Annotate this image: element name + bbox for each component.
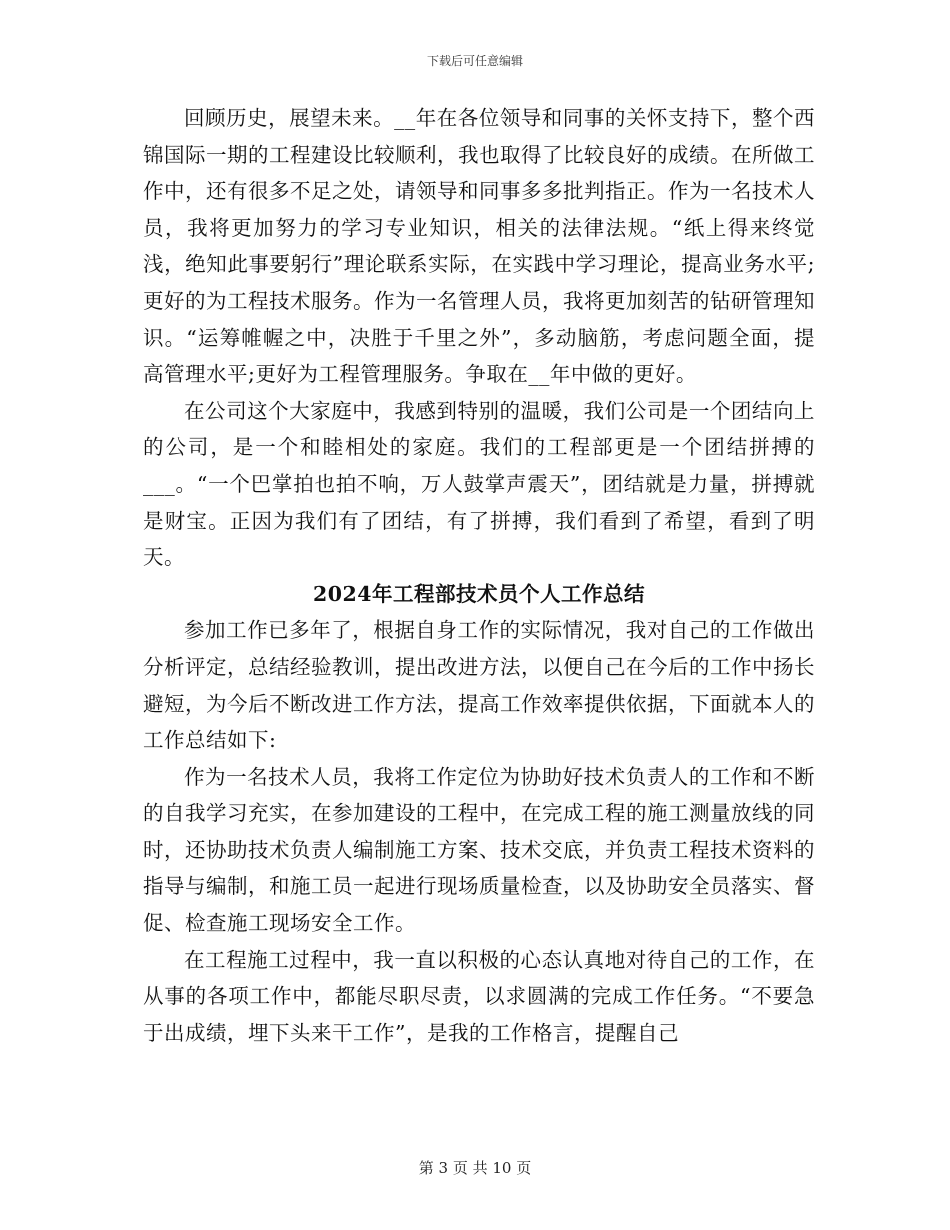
page-header-note: 下载后可任意编辑 — [426, 54, 523, 68]
body-paragraph: 回顾历史，展望未来。__年在各位领导和同事的关怀支持下，整个西锦国际一期的工程建设比较顺利，我也取得了比较良好的成绩。在所做工作中，还有很多不足之处，请领导和同事多多批判指正。作为一名技术人员，我将更加努力的学习专业知识，相关的法律法规。“纸上得来终觉浅，绝知此事要躬行”理论联系实际，在实践中学习理论，提高业务水平;更好的为工程技术服务。作为一名管理人员，我将更加刻苦的钻研管理知识。“运筹帷幄之中，决胜于千里之外”，多动脑筋，考虑问题全面，提高管理水平;更好为工程管理服务。争取在__年中做的更好。 — [143, 106, 815, 387]
body-paragraph: 在公司这个大家庭中，我感到特别的温暖，我们公司是一个团结向上的公司，是一个和睦相处的家庭。我们的工程部更是一个团结拼搏的___。“一个巴掌拍也拍不响，万人鼓掌声震天”，团结就是力量，拼搏就是财宝。正因为我们有了团结，有了拼搏，我们看到了希望，看到了明天。 — [143, 398, 815, 570]
body-paragraph: 在工程施工过程中，我一直以积极的心态认真地对待自己的工作，在从事的各项工作中，都能尽职尽责，以求圆满的完成工作任务。“不要急于出成绩，埋下头来干工作”，是我的工作格言，提醒自己 — [143, 947, 815, 1045]
page-number: 第 3 页 共 10 页 — [418, 1159, 532, 1177]
document-body — [143, 100, 815, 1051]
body-paragraph: 参加工作已多年了，根据自身工作的实际情况，我对自己的工作做出分析评定，总结经验教训，提出改进方法，以便自己在今后的工作中扬长避短，为今后不断改进工作方法，提高工作效率提供依据，下面就本人的工作总结如下: — [143, 618, 815, 753]
body-paragraph: 作为一名技术人员，我将工作定位为协助好技术负责人的工作和不断的自我学习充实，在参加建设的工程中，在完成工程的施工测量放线的同时，还协助技术负责人编制施工方案、技术交底，并负责工程技术资料的指导与编制，和施工员一起进行现场质量检查，以及协助安全员落实、督促、检查施工现场安全工作。 — [143, 764, 815, 936]
section-title: 2024年工程部技术员个人工作总结 — [312, 581, 646, 606]
